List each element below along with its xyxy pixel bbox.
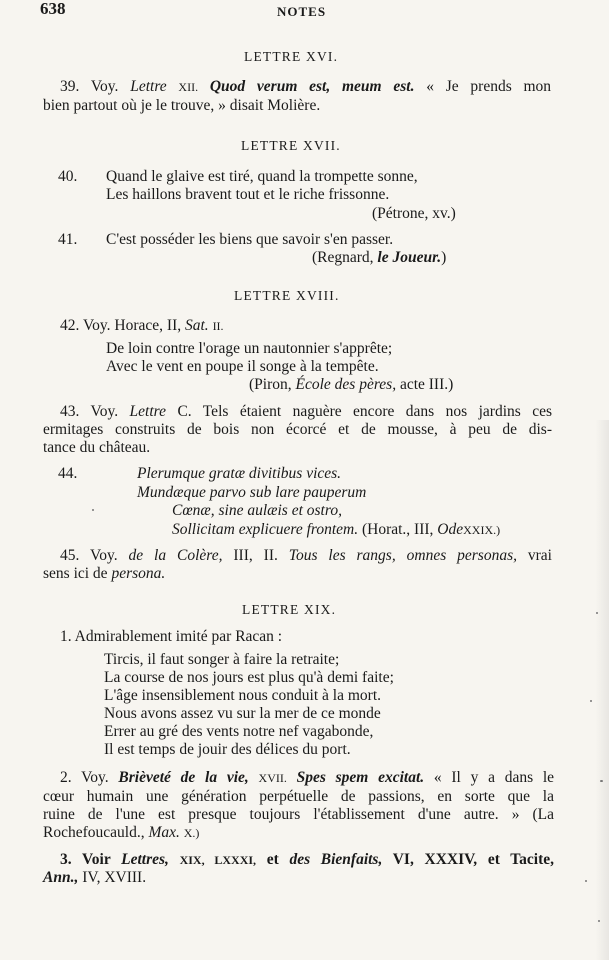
scan-speck (600, 780, 603, 782)
note-42-verse-1: De loin contre l'orage un nautonnier s'apprête; (106, 340, 393, 357)
note-1-verse-2: La course de nos jours est plus qu'à demi faite; (104, 669, 394, 686)
scan-speck (596, 612, 598, 614)
note-44-verse-4: Sollicitam explicuere frontem. (Horat., III, OdeXXIX.) (172, 521, 501, 538)
section-heading-xix: LETTRE XIX. (242, 602, 337, 617)
note-39-line-1: 39. Voy. Lettre XII. Quod verum est, meum est. « Je prends mon (60, 78, 552, 95)
note-2-line-4: Rochefoucauld., Max. X.) (43, 824, 200, 841)
note-1-verse-4: Nous avons assez vu sur la mer de ce monde (104, 705, 381, 722)
note-42-citation: (Piron, École des pères, acte III.) (249, 376, 454, 393)
page-number: 638 (40, 0, 66, 18)
scan-speck (585, 880, 587, 882)
note-41-verse: C'est posséder les biens que savoir s'en passer. (106, 231, 394, 248)
note-2-line-2-wrap (43, 788, 554, 806)
note-2 (60, 769, 554, 787)
note-43-line-2: ermitages construits de bois non écorcé et de mousse, à peu de dis- (43, 421, 552, 438)
note-44-verse-3: Cœnæ, sine aulæis et ostro, (172, 502, 342, 519)
section-heading-xvii: LETTRE XVII. (241, 138, 341, 153)
note-42-verse-2: Avec le vent en poupe il songe à la tempête. (106, 358, 379, 375)
note-2-line-1: 2. Voy. Brièveté de la vie, XVII. Spes spem excitat. « Il y a dans le (60, 769, 555, 786)
note-40-verse-2: Les haillons bravent tout et le riche frissonne. (106, 186, 390, 203)
note-44-verse-1: Plerumque gratæ divitibus vices. (137, 465, 342, 482)
note-42-line-1: 42. Voy. Horace, II, Sat. II. (60, 317, 224, 334)
section-heading-xvi: LETTRE XVI. (244, 49, 339, 64)
note-40-verse-1: Quand le glaive est tiré, quand la trompette sonne, (106, 168, 418, 185)
note-45 (60, 547, 552, 565)
note-44-verse-2: Mundæque parvo sub lare pauperum (137, 484, 367, 501)
note-45-line-2: sens ici de persona. (43, 565, 166, 582)
note-2-line-3-wrap (43, 806, 554, 824)
note-43 (60, 403, 552, 421)
note-1-verse-5: Errer au gré des vents notre nef vagabonde, (104, 723, 374, 740)
note-39-line-2: bien partout où je le trouve, » disait Molière. (43, 97, 321, 114)
note-43-line-3: tance du château. (43, 439, 151, 456)
note-1-verse-6: Il est temps de jouir des délices du port. (104, 741, 351, 758)
scan-edge-shadow (595, 420, 609, 960)
note-1-verse-3: L'âge insensiblement nous conduit à la mort. (104, 687, 381, 704)
note-3-line-2: Ann., IV, XVIII. (43, 869, 147, 886)
note-3 (60, 851, 554, 869)
note-41-number: 41. (58, 231, 78, 248)
note-39 (60, 78, 551, 96)
note-45-line-1: 45. Voy. de la Colère, III, II. Tous les rangs, omnes personas, vrai (60, 547, 552, 564)
note-43-line-1: 43. Voy. Lettre C. Tels étaient naguère encore dans nos jardins ces (60, 403, 552, 420)
note-1-intro-line: 1. Admirablement imité par Racan : (60, 628, 283, 645)
note-43-line-2-wrap (43, 421, 552, 439)
note-41-citation: (Regnard, le Joueur.) (312, 249, 447, 266)
note-2-line-3: ruine de l'une est presque toujours l'établissement d'une autre. » (La (43, 806, 554, 823)
scan-speck (598, 920, 600, 922)
note-3-line-1: 3. Voir Lettres, XIX, LXXXI, et des Bienfaits, VI, XXXIV, et Tacite, (60, 851, 555, 868)
note-1-verse-1: Tircis, il faut songer à faire la retraite; (104, 651, 340, 668)
note-44-number: 44. (58, 465, 78, 482)
note-40-citation: (Pétrone, xv.) (372, 205, 456, 222)
running-head: NOTES (277, 4, 327, 19)
note-2-line-2: cœur humain une génération perpétuelle de passions, en sorte que la (43, 788, 554, 805)
note-40-number: 40. (58, 168, 78, 185)
scan-speck (92, 509, 94, 511)
scan-speck (590, 700, 592, 702)
section-heading-xviii: LETTRE XVIII. (234, 288, 340, 303)
